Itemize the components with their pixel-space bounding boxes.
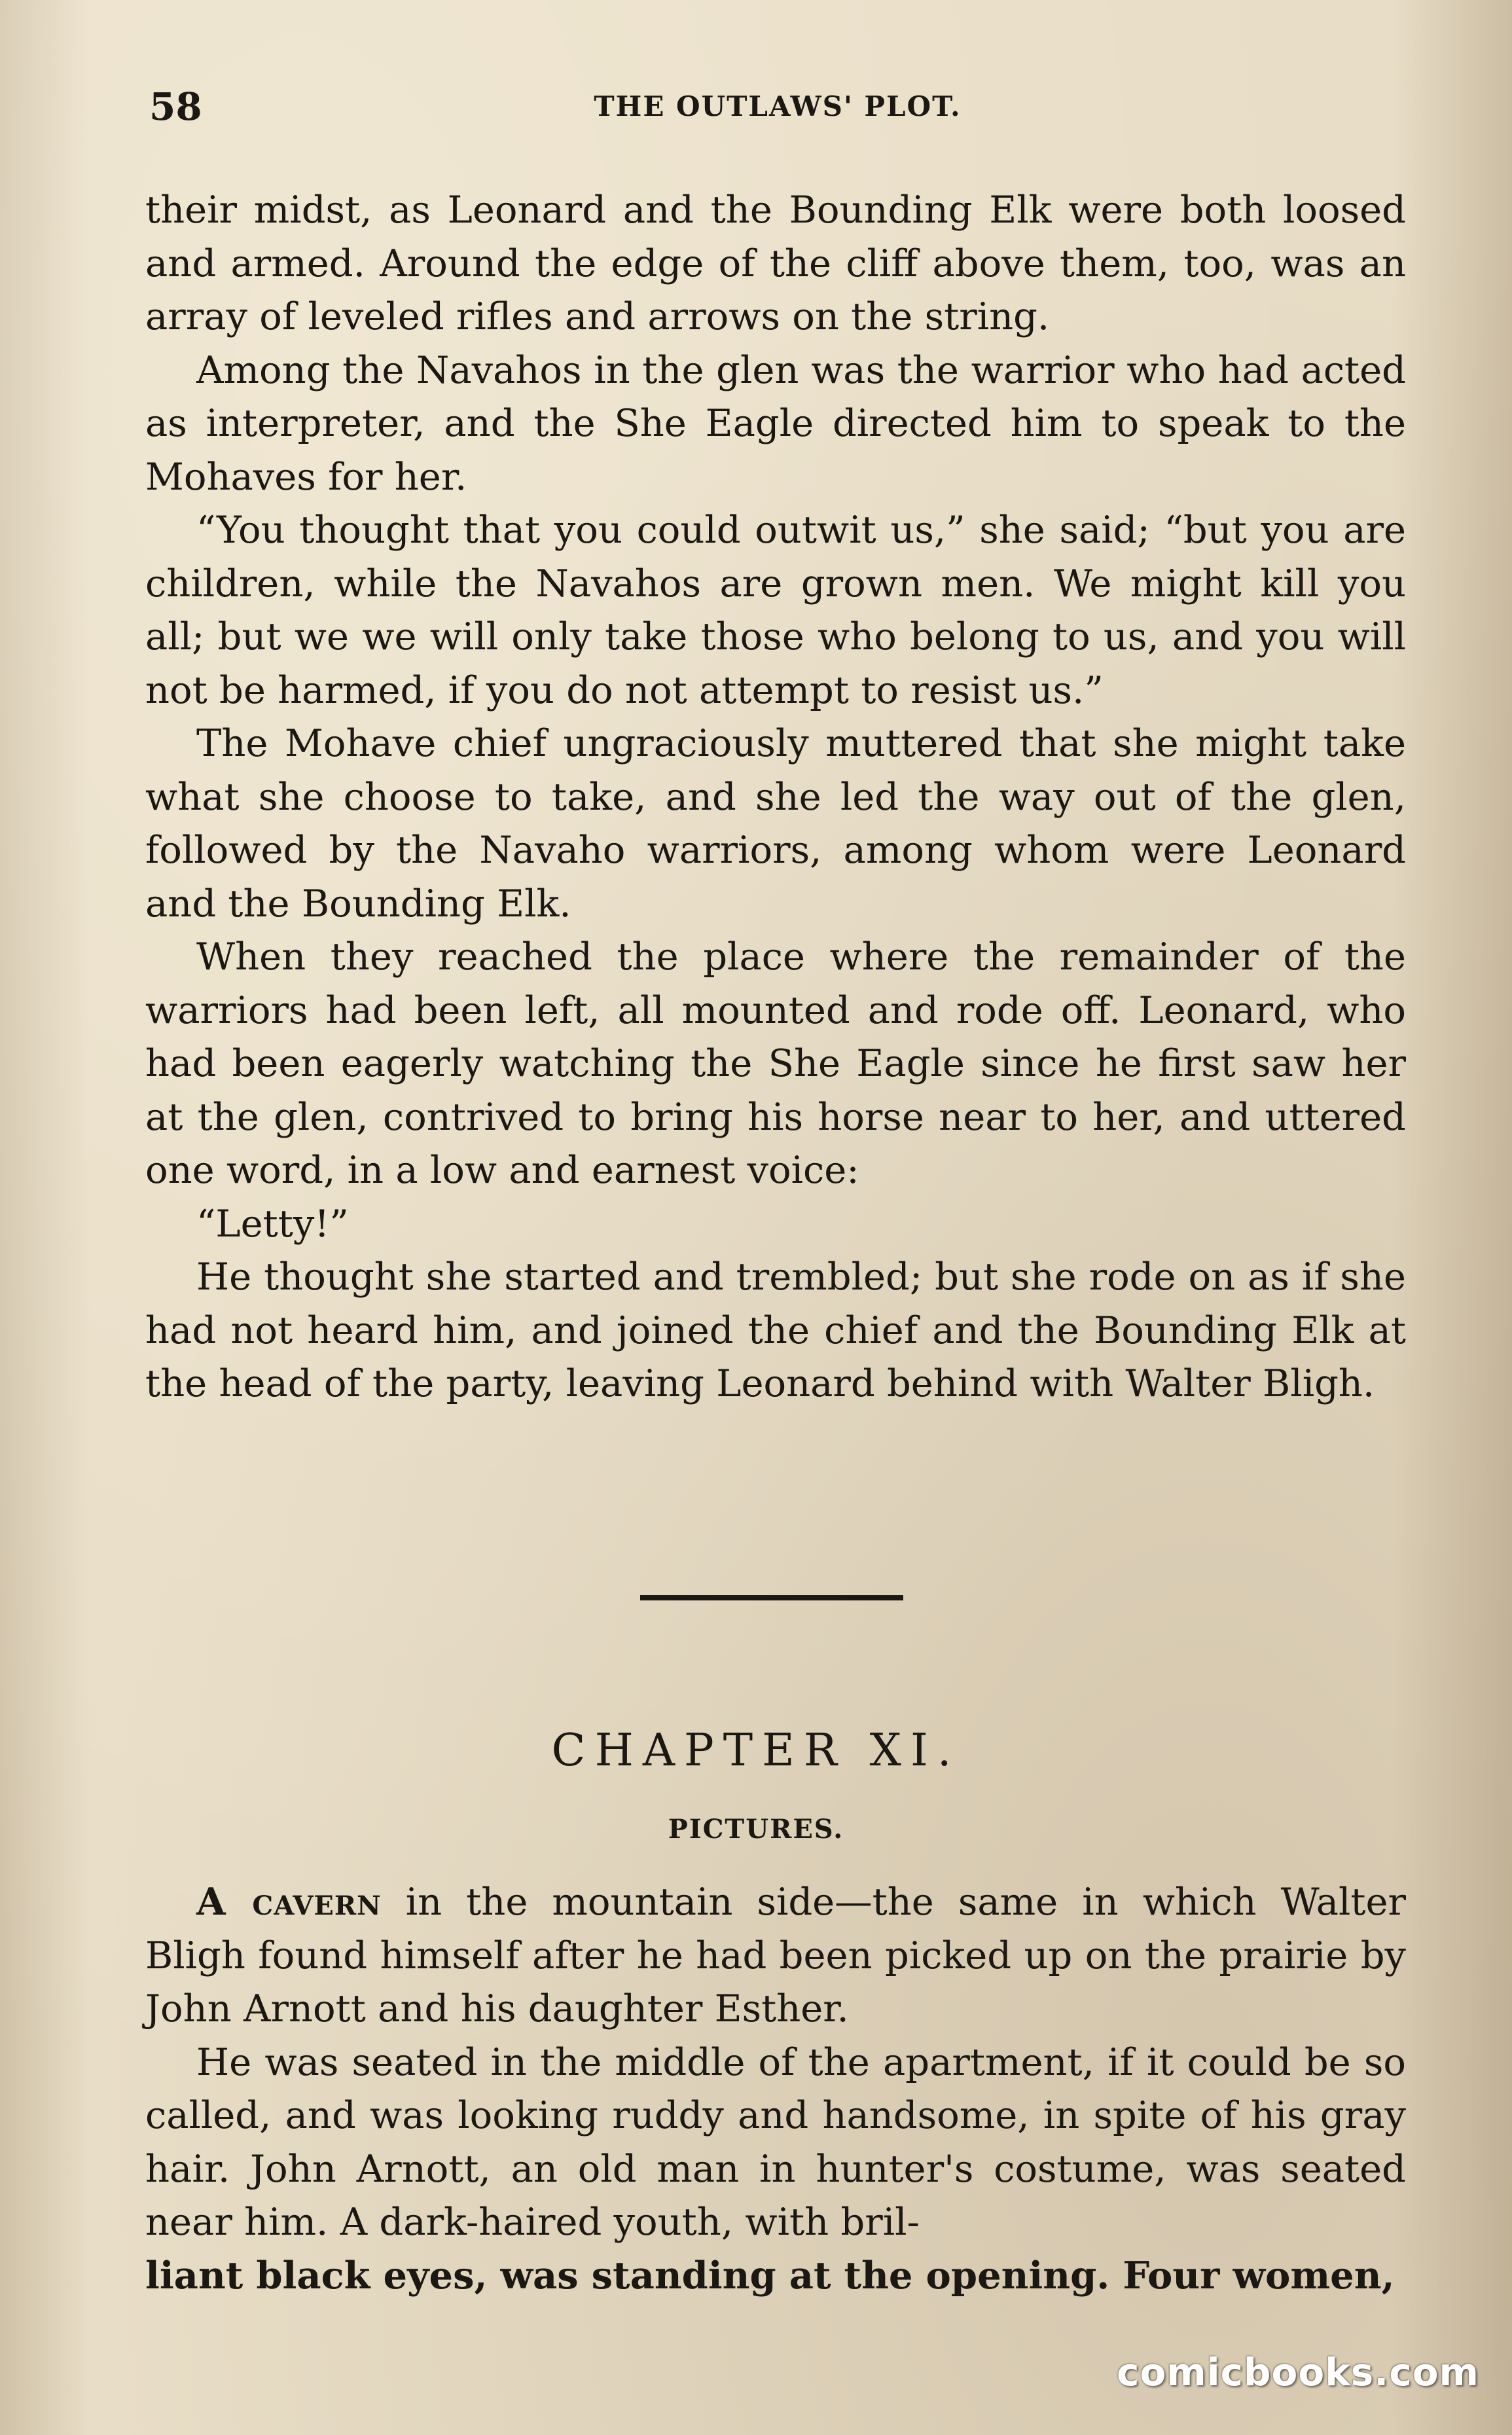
watermark-logo: comicbooks.com (1117, 2350, 1479, 2394)
paragraph: The Mohave chief ungraciously muttered that she might take what she choose to take, and she led the way out of the glen, followed by the Navaho warriors, among whom were Leonard and the Bounding Elk. (145, 721, 1406, 926)
page-header (149, 84, 1406, 130)
paragraph: “You thought that you could outwit us,” she said; “but you are children, while the Navahos are grown men. We might kill you all; but we we will only take those who belong to us, and you will not be harmed, if you do not attempt to resist us.” (145, 508, 1406, 712)
paragraph-text: liant black eyes, was standing at the opening. Four women, (145, 2252, 1395, 2298)
running-head: THE OUTLAWS' PLOT. (594, 90, 962, 122)
chapter-title: CHAPTER XI. (551, 1725, 961, 1777)
paragraph: He thought she started and trembled; but she rode on as if she had not heard him, and joined the chief and the Bounding Elk at the head of the party, leaving Leonard behind with Walter Bligh. (145, 1255, 1406, 1405)
paragraph: their midst, as Leonard and the Bounding Elk were both loosed and armed. Around the edge of the cliff above them, too, was an array of leveled rifles and arrows on the string. (145, 188, 1406, 338)
chapter-x-ending-text (145, 183, 1406, 1411)
chapter-opening-words: A cavern (196, 1879, 382, 1924)
chapter-xi-text (145, 1875, 1406, 2302)
section-divider-rule (640, 1595, 903, 1600)
paragraph: He was seated in the middle of the apartment, if it could be so called, and was looking ruddy and handsome, in spite of his gray hair. John Arnott, an old man in hunter's costume, was seated near him. A dark-haired youth, with bril- (145, 2040, 1406, 2244)
page-number: 58 (149, 84, 202, 129)
paragraph: When they reached the place where the remainder of the warriors had been left, all mounted and rode off. Leonard, who had been eagerly watching the She Eagle since he first saw her at the glen, contrived to bring his horse near to her, and uttered one word, in a low and earnest voice: (145, 935, 1406, 1192)
paragraph (145, 1875, 1406, 2036)
paragraph: Among the Navahos in the glen was the warrior who had acted as interpreter, and the She Eagle directed him to speak to the Mohaves for her. (145, 348, 1406, 499)
paragraph-continuation (145, 2249, 1406, 2303)
paragraph: “Letty!” (196, 1201, 349, 1246)
chapter-subtitle: PICTURES. (668, 1814, 844, 1845)
paragraph-text: in the mountain side—the same in which Walter Bligh found himself after he had been picked up on the prairie by John Arnott and his daughter Esther. (145, 1880, 1407, 2030)
